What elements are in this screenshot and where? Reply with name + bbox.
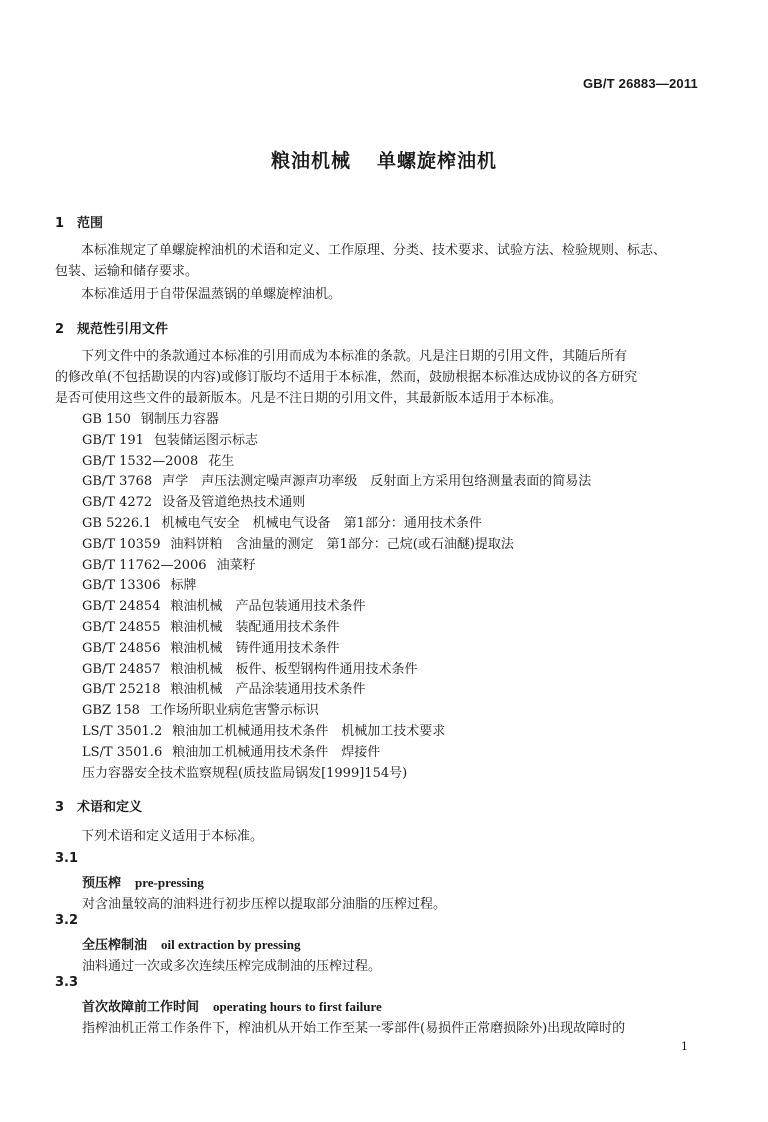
term-number: 3.2 [55, 913, 79, 928]
term-heading: 全压榨制油 oil extraction by pressing [82, 937, 301, 953]
reference-list [82, 410, 702, 784]
reference-item: GB/T 4272 设备及管道绝热技术通则 [82, 495, 306, 511]
standard-number: GB/T 26883—2011 [582, 76, 698, 91]
term-number: 3.3 [55, 975, 79, 990]
term-definition: 油料通过一次或多次连续压榨完成制油的压榨过程。 [82, 959, 382, 974]
reference-item: GB/T 13306 标牌 [82, 578, 197, 594]
section-1-paragraph-2: 本标准适用于自带保温蒸锅的单螺旋榨油机。 [81, 287, 342, 302]
reference-item: GB/T 3768 声学 声压法测定噪声源声功率级 反射面上方采用包络测量表面的简易法 [82, 474, 592, 490]
section-2-heading: 2 规范性引用文件 [55, 322, 169, 337]
title-part2: 单螺旋榨油机 [377, 150, 498, 172]
section-1-paragraph-1: 本标准规定了单螺旋榨油机的术语和定义、工作原理、分类、技术要求、试验方法、检验规则、标志、 包装、运输和储存要求。 [55, 243, 667, 279]
reference-item: GB 150 钢制压力容器 [82, 412, 219, 427]
reference-item: GB 5226.1 机械电气安全 机械电气设备 第1部分：通用技术条件 [82, 515, 482, 531]
reference-item: GB/T 24856 粮油机械 铸件通用技术条件 [82, 640, 340, 656]
section-1-heading: 1 范围 [55, 216, 104, 231]
section-3-intro: 下列术语和定义适用于本标准。 [81, 829, 264, 844]
reference-item: GB/T 11762—2006 油菜籽 [82, 557, 256, 573]
reference-item: GB/T 24854 粮油机械 产品包装通用技术条件 [82, 599, 366, 615]
reference-item: 压力容器安全技术监察规程(质技监局锅发[1999]154号) [82, 765, 408, 781]
term-number: 3.1 [55, 851, 79, 866]
section-3-heading: 3 术语和定义 [55, 800, 143, 815]
term-definition: 对含油量较高的油料进行初步压榨以提取部分油脂的压榨过程。 [82, 897, 447, 912]
document-title [0, 146, 768, 173]
reference-item: GB/T 191 包装储运图示标志 [82, 432, 258, 448]
reference-item: GB/T 10359 油料饼粕 含油量的测定 第1部分：己烷(或石油醚)提取法 [82, 536, 514, 552]
section-2-intro: 下列文件中的条款通过本标准的引用而成为本标准的条款。凡是注日期的引用文件，其随后所有 的修改单(不包括勘误的内容)或修订版均不适用于本标准，然而，鼓励根据本标准达成协议的各方研究 是否可使用这些文件的最新版本。凡是不注日期的引用文件，其最新版本适用于本标准。 [55, 349, 638, 406]
term-heading: 首次故障前工作时间 operating hours to first failure [82, 999, 382, 1015]
term-definition: 指榨油机正常工作条件下，榨油机从开始工作至某一零部件(易损件正常磨损除外)出现故障时的 [82, 1021, 626, 1036]
reference-item: GBZ 158 工作场所职业病危害警示标识 [82, 703, 319, 719]
reference-item: GB/T 24857 粮油机械 板件、板型钢构件通用技术条件 [82, 661, 418, 677]
title-part1: 粮油机械 [270, 150, 351, 172]
reference-item: GB/T 25218 粮油机械 产品涂装通用技术条件 [82, 682, 366, 698]
reference-item: GB/T 1532—2008 花生 [82, 453, 235, 469]
page-number: 1 [681, 1040, 688, 1053]
reference-item: GB/T 24855 粮油机械 装配通用技术条件 [82, 619, 340, 635]
reference-item: LS/T 3501.2 粮油加工机械通用技术条件 机械加工技术要求 [82, 723, 446, 739]
reference-item: LS/T 3501.6 粮油加工机械通用技术条件 焊接件 [82, 744, 381, 760]
term-heading: 预压榨 pre-pressing [82, 875, 204, 891]
